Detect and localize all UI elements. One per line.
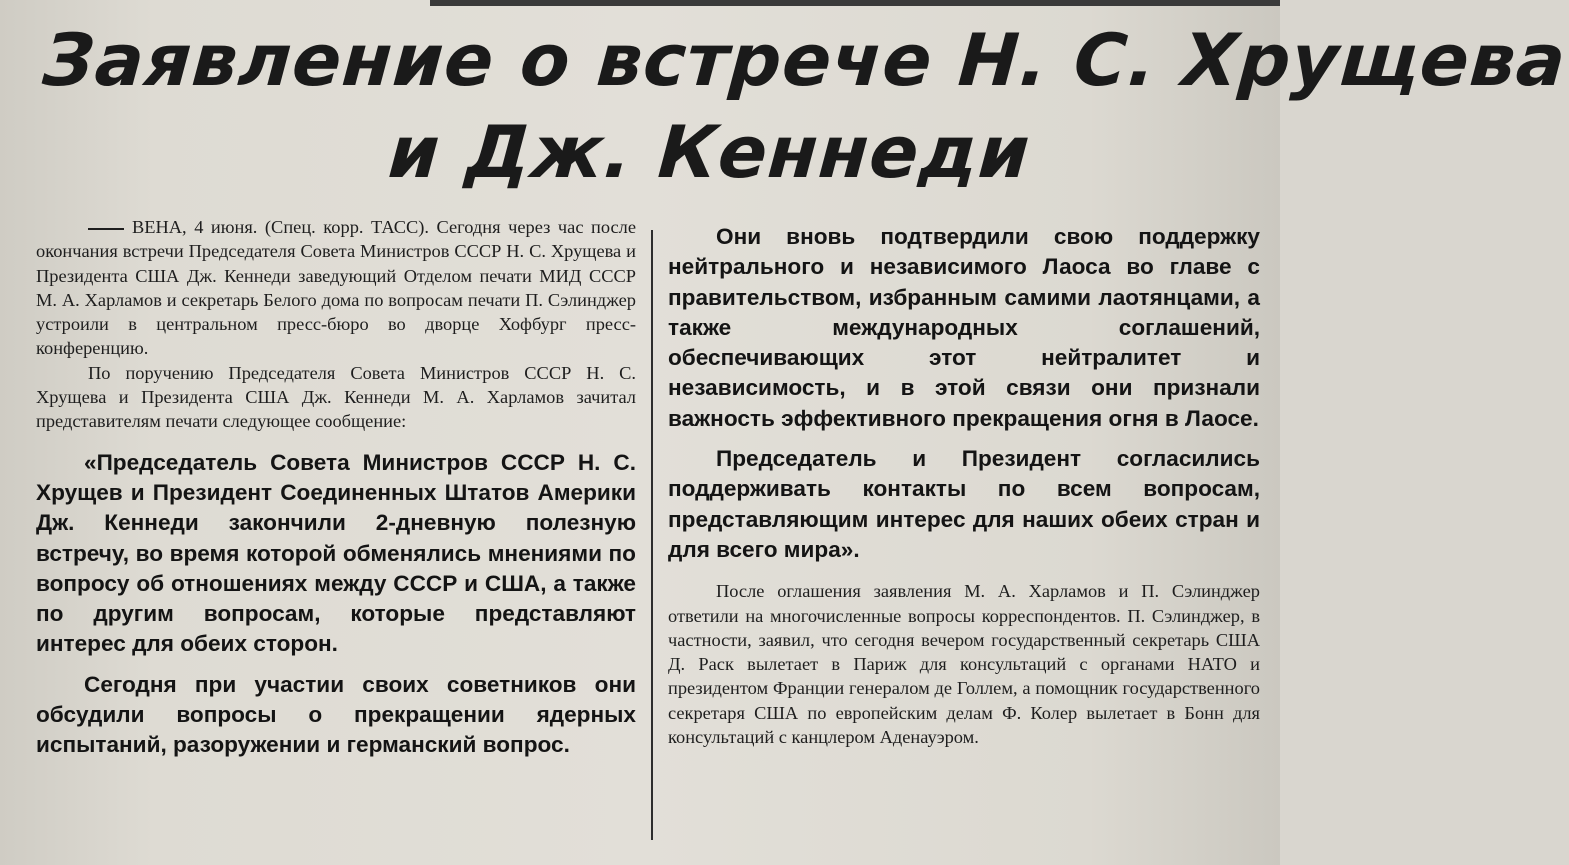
paragraph-2: По поручению Председателя Совета Министров СССР Н. С. Хрущева и Президента США Дж. Кеннеди М. А. Харламов зачитал представителям печати следующее сообщение: bbox=[36, 362, 636, 432]
article-lead bbox=[36, 215, 636, 361]
left-column bbox=[36, 215, 636, 761]
dateline: ВЕНА, 4 июня. (Спец. корр. ТАСС). bbox=[132, 217, 429, 237]
statement-paragraph-2: Сегодня при участии своих советников они обсудили вопросы о прекращении ядерных испытаний, разоружении и германский вопрос. bbox=[36, 671, 636, 758]
top-rule bbox=[430, 0, 1280, 6]
dash-mark bbox=[88, 228, 124, 230]
paragraph-1: Сегодня через час после окончания встречи Председателя Совета Министров СССР Н. С. Хрущева и Президента США Дж. Кеннеди заведующий Отделом печати МИД СССР М. А. Харламов и секретарь Белого дома по вопросам печати П. Сэлинджер устроили в центральном пресс-бюро во дворце Хофбург пресс-конференцию. bbox=[36, 217, 637, 359]
headline-line-2: и Дж. Кеннеди bbox=[385, 110, 1034, 194]
paragraph-3: После оглашения заявления М. А. Харламов и П. Сэлинджер ответили на многочисленные вопросы корреспондентов. П. Сэлинджер, в частности, заявил, что сегодня вечером государственный секретарь США Д. Раск вылетает в Париж для консультаций с органами НАТО и президентом Франции генералом де Голлем, а помощник государственного секретаря США по европейским делам Ф. Колер вылетает в Бонн для консультаций с канцлером Аденауэром. bbox=[668, 581, 1260, 748]
right-column bbox=[668, 222, 1260, 749]
headline-line-1: Заявление о встрече Н. С. Хрущева bbox=[40, 18, 1569, 102]
statement-paragraph-4: Председатель и Президент согласились поддерживать контакты по всем вопросам, представляющим интерес для наших обеих стран и для всего мира». bbox=[668, 446, 1260, 562]
headline bbox=[34, 14, 1569, 198]
statement-paragraph-3: Они вновь подтвердили свою поддержку нейтрального и независимого Лаоса во главе с правительством, избранным самими лаотянцами, а также международных соглашений, обеспечивающих этот нейтралитет и независимость, и в этой связи они признали важность эффективного прекращения огня в Лаосе. bbox=[668, 224, 1260, 431]
statement-paragraph-1: «Председатель Совета Министров СССР Н. С. Хрущев и Президент Соединенных Штатов Америки Дж. Кеннеди закончили 2-дневную полезную встречу, во время которой обменялись мнениями по вопросу об отношениях между СССР и США, а также по другим вопросам, которые представляют интерес для обеих сторон. bbox=[36, 449, 636, 657]
column-divider bbox=[651, 230, 653, 840]
